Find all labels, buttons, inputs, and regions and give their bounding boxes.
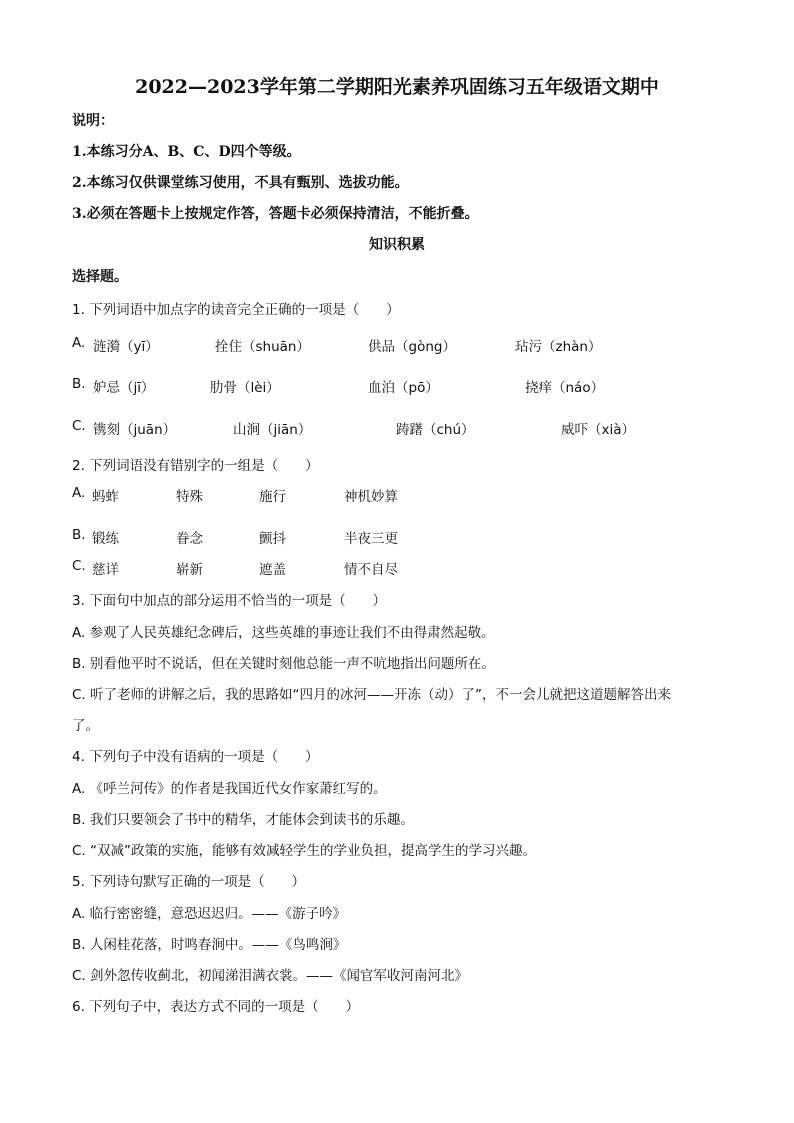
question-4-option-a: A. 《呼兰河传》的作者是我国近代女作家萧红写的。 (72, 781, 387, 797)
option-word: 崭新 (176, 562, 203, 578)
option-word: 威吓（xià） (561, 422, 636, 438)
note-item: 2.本练习仅供课堂练习使用，不具有甄别、选拔功能。 (72, 175, 409, 191)
option-word: 施行 (259, 489, 286, 505)
question-3-stem: 3. 下面句中加点的部分运用不恰当的一项是（ ） (72, 593, 387, 609)
page-title: 2022—2023学年第二学期阳光素养巩固练习五年级语文期中 (135, 76, 659, 98)
option-word: 颤抖 (259, 531, 286, 547)
question-5-option-a: A. 临行密密缝，意恐迟迟归。——《游子吟》 (72, 906, 347, 922)
option-word: 慈详 (92, 562, 119, 578)
option-word: 眷念 (176, 531, 203, 547)
subsection-heading: 选择题。 (72, 269, 128, 285)
option-word: 山涧（jiān） (233, 422, 312, 438)
option-word: 镌刻（juān） (93, 422, 177, 438)
section-heading: 知识积累 (369, 237, 425, 253)
option-word: 情不自尽 (344, 562, 398, 578)
note-item: 1.本练习分A、B、C、D四个等级。 (72, 144, 301, 160)
option-word: 涟漪（yī） (93, 339, 159, 355)
option-word: 血泊（pō） (368, 380, 439, 396)
option-word: 供品（gòng） (368, 339, 456, 355)
question-3-option-c: C. 听了老师的讲解之后，我的思路如“四月的冰河——开冻（动）了”，不一会儿就把这道题解答出来 (72, 687, 671, 703)
question-6-stem: 6. 下列句子中，表达方式不同的一项是（ ） (72, 999, 360, 1015)
option-word: 挠痒（náo） (525, 380, 605, 396)
option-word: 踌躇（chú） (396, 422, 475, 438)
option-word: 锻练 (92, 531, 119, 547)
question-5-option-c: C. 剑外忽传收蓟北，初闻涕泪满衣裳。——《闻官军收河南河北》 (72, 968, 469, 984)
question-4-option-b: B. 我们只要领会了书中的精华，才能体会到读书的乐趣。 (72, 812, 414, 828)
option-word: 拴住（shuān） (215, 339, 310, 355)
option-word: 肋骨（lèi） (210, 380, 280, 396)
question-3-option-b: B. 别看他平时不说话，但在关键时刻他总能一声不吭地指出问题所在。 (72, 656, 495, 672)
question-5-stem: 5. 下列诗句默写正确的一项是（ ） (72, 874, 306, 890)
question-5-option-b: B. 人闲桂花落，时鸣春涧中。——《鸟鸣涧》 (72, 937, 347, 953)
option-word: 遮盖 (259, 562, 286, 578)
option-word: 特殊 (176, 489, 203, 505)
notes-heading: 说明： (72, 113, 114, 129)
option-word: 神机妙算 (344, 489, 398, 505)
question-3-option-c-continued: 了。 (72, 718, 99, 734)
question-4-option-c: C. “双减”政策的实施，能够有效减轻学生的学业负担，提高学生的学习兴趣。 (72, 843, 536, 859)
option-word: 妒忌（jī） (93, 380, 155, 396)
option-word: 半夜三更 (344, 531, 398, 547)
question-2-stem: 2. 下列词语没有错别字的一组是（ ） (72, 458, 319, 474)
option-word: 玷污（zhàn） (515, 339, 602, 355)
option-word: 蚂蚱 (92, 489, 119, 505)
question-3-option-a: A. 参观了人民英雄纪念碑后，这些英雄的事迹让我们不由得肃然起敬。 (72, 625, 495, 641)
question-1-stem: 1. 下列词语中加点字的读音完全正确的一项是（ ） (72, 302, 400, 318)
question-4-stem: 4. 下列句子中没有语病的一项是（ ） (72, 749, 319, 765)
note-item: 3.必须在答题卡上按规定作答，答题卡必须保持清洁，不能折叠。 (72, 206, 479, 222)
